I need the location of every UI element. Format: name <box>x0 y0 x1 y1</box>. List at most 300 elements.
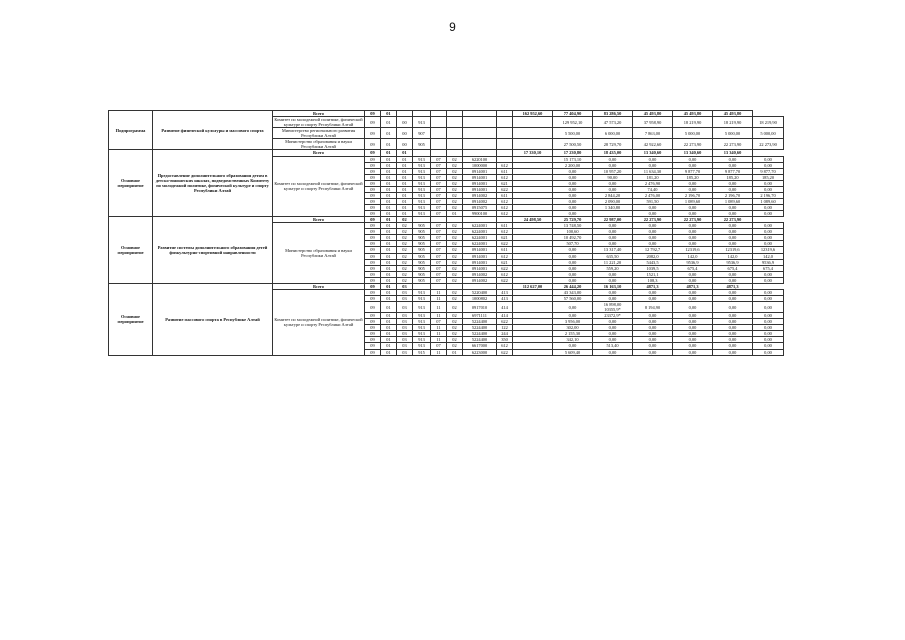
section-type-label: Основное мероприятие <box>109 217 153 284</box>
table-cell: 1 340,80 <box>593 205 633 211</box>
table-cell: 6224001 <box>463 223 497 229</box>
table-cell: 57 560,00 <box>553 295 593 301</box>
table-cell: 01 <box>381 223 397 229</box>
table-cell: 01 <box>397 205 413 211</box>
section-type-label: Подпрограмма <box>109 111 153 150</box>
table-cell: 12 792,7 <box>633 247 673 253</box>
table-cell: 09 <box>365 302 381 313</box>
table-cell: 622 <box>497 241 513 247</box>
table-cell: 513,40 <box>593 343 633 349</box>
table-cell: 0,00 <box>593 180 633 186</box>
table-cell: 0,00 <box>713 186 753 192</box>
table-cell: 0,00 <box>713 223 753 229</box>
table-cell: 09 <box>365 331 381 337</box>
table-cell: 02 <box>397 259 413 265</box>
table-cell: 0,00 <box>593 325 633 331</box>
total-cell: 4871,3 <box>633 283 673 289</box>
total-cell: 01 <box>381 150 397 156</box>
table-cell: 621 <box>497 180 513 186</box>
table-cell: 01 <box>381 343 397 349</box>
table-cell: 01 <box>381 192 397 198</box>
table-cell: 02 <box>447 247 463 253</box>
table-cell: 0,00 <box>753 271 784 277</box>
table-cell: 07 <box>431 265 447 271</box>
table-cell: 913 <box>413 302 431 313</box>
table-cell: 03 <box>397 343 413 349</box>
table-cell: 2 844,20 <box>593 192 633 198</box>
table-cell: 09 <box>365 156 381 162</box>
table-cell: 185,20 <box>673 174 713 180</box>
table-cell: 905 <box>413 265 431 271</box>
table-cell: 2 476,90 <box>633 180 673 186</box>
table-cell: 0,00 <box>553 186 593 192</box>
table-cell: 0,00 <box>673 241 713 247</box>
table-cell <box>497 128 513 139</box>
table-cell: 09 <box>365 313 381 319</box>
table-cell: 02 <box>397 265 413 271</box>
table-cell: 611 <box>497 247 513 253</box>
table-cell: 913 <box>413 295 431 301</box>
table-cell: 342,10 <box>553 337 593 343</box>
table-cell: 350 <box>497 337 513 343</box>
table-cell: 07 <box>431 223 447 229</box>
table-cell: 0,00 <box>673 205 713 211</box>
total-cell: 01 <box>381 111 397 117</box>
table-cell: 09 <box>365 174 381 180</box>
table-cell: 108,3 <box>633 277 673 283</box>
table-cell: 5 500,00 <box>553 128 593 139</box>
table-cell: 0,00 <box>753 289 784 295</box>
table-cell: 27 500,50 <box>553 139 593 150</box>
table-cell: 0914001 <box>463 247 497 253</box>
table-cell: 09 <box>365 319 381 325</box>
total-label: Всего <box>273 217 365 223</box>
table-cell: 0,00 <box>633 319 673 325</box>
table-cell: 01 <box>447 211 463 217</box>
table-cell: 0,00 <box>593 186 633 192</box>
table-cell: 02 <box>447 271 463 277</box>
total-cell: 17 230,80 <box>553 150 593 156</box>
table-cell: 02 <box>447 319 463 325</box>
total-cell: 162 952,60 <box>513 111 553 117</box>
table-cell: 0,00 <box>753 302 784 313</box>
table-cell: 6617000 <box>463 343 497 349</box>
table-cell <box>513 117 553 128</box>
table-cell: 03 <box>397 302 413 313</box>
table-cell: 02 <box>447 295 463 301</box>
table-cell: 02 <box>397 241 413 247</box>
table-cell: 905 <box>413 259 431 265</box>
table-cell: 01 <box>381 235 397 241</box>
table-cell: 0,00 <box>553 180 593 186</box>
table-cell: 414 <box>497 313 513 319</box>
table-cell: 09 <box>365 295 381 301</box>
table-cell: 01 <box>381 156 397 162</box>
table-cell: 0,00 <box>673 180 713 186</box>
table-cell: 13 317,40 <box>593 247 633 253</box>
table-cell: 5220400 <box>463 289 497 295</box>
table-cell: 3 956,00 <box>553 319 593 325</box>
section-type-label: Основное мероприятие <box>109 150 153 217</box>
table-cell: 9 877,70 <box>713 168 753 174</box>
total-cell: 09 <box>365 217 381 223</box>
table-cell: 6 000,00 <box>593 128 633 139</box>
table-cell: 42 922,60 <box>633 139 673 150</box>
table-cell: 0,00 <box>753 156 784 162</box>
table-cell: 0,00 <box>553 277 593 283</box>
table-cell: 01 <box>397 180 413 186</box>
table-cell: 01 <box>381 229 397 235</box>
table-cell: 0,00 <box>713 205 753 211</box>
table-cell: 185,20 <box>753 174 784 180</box>
table-cell: 0,00 <box>673 349 713 355</box>
table-cell: 07 <box>431 186 447 192</box>
table-cell <box>431 117 447 128</box>
executor-cell: Министерство регионального развития Республики Алтай <box>273 128 365 139</box>
table-cell: 0,00 <box>713 331 753 337</box>
table-cell: 913 <box>413 319 431 325</box>
total-cell: 4871,3 <box>713 283 753 289</box>
table-cell: 02 <box>447 186 463 192</box>
table-cell: 913 <box>413 162 431 168</box>
table-cell: 913 <box>413 313 431 319</box>
table-cell: 0914001 <box>463 174 497 180</box>
total-cell: 24 498,50 <box>513 217 553 223</box>
table-cell: 0914002 <box>463 271 497 277</box>
table-cell: 0,00 <box>673 277 713 283</box>
table-cell: 18 219,90 <box>673 117 713 128</box>
table-cell: 03 <box>397 289 413 295</box>
table-cell: 13 748,50 <box>553 223 593 229</box>
table-cell: 0,00 <box>753 337 784 343</box>
table-cell: 0,00 <box>633 211 673 217</box>
table-cell: 01 <box>381 295 397 301</box>
table-cell: 02 <box>447 205 463 211</box>
table-cell: 0,00 <box>713 211 753 217</box>
section-name: Развитие массового спорта в Республике Алтай <box>153 283 273 355</box>
table-cell: 0,00 <box>553 313 593 319</box>
table-cell: 0,00 <box>593 349 633 355</box>
table-cell: 0,00 <box>553 343 593 349</box>
table-cell: 0,00 <box>673 313 713 319</box>
table-cell: 0,00 <box>673 289 713 295</box>
table-cell: 913 <box>413 198 431 204</box>
table-cell: 0,00 <box>633 235 673 241</box>
table-cell: 0,00 <box>713 325 753 331</box>
table-cell: 9536,9 <box>713 259 753 265</box>
table-cell: 913 <box>413 325 431 331</box>
table-cell: 01 <box>381 265 397 271</box>
table-cell: 01 <box>381 128 397 139</box>
table-cell: 09 <box>365 349 381 355</box>
table-cell: 0,00 <box>753 180 784 186</box>
table-cell: 07 <box>431 211 447 217</box>
table-cell: 0,00 <box>673 331 713 337</box>
table-cell: 07 <box>431 319 447 325</box>
table-cell: 09 <box>365 205 381 211</box>
table-cell: 905 <box>413 271 431 277</box>
table-cell: 0,00 <box>753 162 784 168</box>
table-cell: 0,00 <box>633 337 673 343</box>
table-cell: 01 <box>397 174 413 180</box>
total-cell: 83 286,50 <box>593 111 633 117</box>
table-cell <box>447 117 463 128</box>
table-cell: 612 <box>497 162 513 168</box>
table-cell: 5224400 <box>463 325 497 331</box>
table-cell: 9900100 <box>463 211 497 217</box>
total-cell: 13 340,60 <box>673 150 713 156</box>
table-cell: 01 <box>381 168 397 174</box>
table-cell: 913 <box>413 156 431 162</box>
table-cell: 0,00 <box>593 289 633 295</box>
table-cell: 07 <box>431 259 447 265</box>
total-cell: 18 435,00 <box>593 150 633 156</box>
total-cell: 02 <box>397 217 413 223</box>
table-cell: 5224400 <box>463 337 497 343</box>
table-cell: 913 <box>413 289 431 295</box>
table-cell: 07 <box>431 162 447 168</box>
table-cell <box>463 117 497 128</box>
table-cell <box>497 139 513 150</box>
table-cell: 9 877,70 <box>673 168 713 174</box>
table-cell: 01 <box>381 162 397 168</box>
table-cell: 622 <box>497 319 513 325</box>
table-cell: 11 <box>431 295 447 301</box>
table-cell: 5 609,40 <box>553 349 593 355</box>
table-cell: 0,00 <box>753 349 784 355</box>
table-cell: 11 <box>431 302 447 313</box>
table-cell: 612 <box>497 211 513 217</box>
table-cell: 0,00 <box>753 223 784 229</box>
total-cell: 13 340,60 <box>713 150 753 156</box>
table-cell: 0914001 <box>463 265 497 271</box>
table-cell: 07 <box>431 205 447 211</box>
total-cell: 09 <box>365 150 381 156</box>
table-cell: 02 <box>397 253 413 259</box>
table-cell: 02 <box>397 247 413 253</box>
table-cell: 0,00 <box>673 162 713 168</box>
table-cell: 43 343,00 <box>553 289 593 295</box>
table-cell: 0,00 <box>593 156 633 162</box>
table-cell: 0,00 <box>633 289 673 295</box>
table-cell: 01 <box>447 349 463 355</box>
table-cell: 02 <box>447 198 463 204</box>
table-cell: 0,00 <box>633 331 673 337</box>
table-cell: 02 <box>447 180 463 186</box>
table-cell: 0,00 <box>713 271 753 277</box>
table-cell: 0,00 <box>553 205 593 211</box>
table-cell: 0,00 <box>633 156 673 162</box>
table-cell: 2082,0 <box>633 253 673 259</box>
total-cell: 09 <box>365 111 381 117</box>
table-cell: 03 <box>397 325 413 331</box>
table-cell: 0,00 <box>713 337 753 343</box>
table-cell: 0,00 <box>753 205 784 211</box>
table-cell: 0,00 <box>553 192 593 198</box>
table-cell: 03 <box>397 337 413 343</box>
table-cell: 0,00 <box>633 295 673 301</box>
table-cell: 09 <box>365 259 381 265</box>
table-cell: 01 <box>381 117 397 128</box>
table-cell: 02 <box>447 331 463 337</box>
section-name: Развитие физической культуры и массового спорта <box>153 111 273 150</box>
table-cell <box>513 128 553 139</box>
table-cell: 02 <box>447 265 463 271</box>
table-cell: 915 <box>413 349 431 355</box>
table-cell: 07 <box>431 277 447 283</box>
total-cell: 13 340,60 <box>633 150 673 156</box>
table-cell: 0,00 <box>673 295 713 301</box>
table-cell: 02 <box>447 343 463 349</box>
table-cell: 07 <box>431 156 447 162</box>
table-cell: 0915075 <box>463 205 497 211</box>
table-cell: 09 <box>365 343 381 349</box>
table-cell: 0,00 <box>633 343 673 349</box>
table-cell: 09 <box>365 117 381 128</box>
table-cell: 47 573,20 <box>593 117 633 128</box>
table-cell: 02 <box>397 277 413 283</box>
table-cell: 09 <box>365 247 381 253</box>
table-cell: 0,00 <box>753 277 784 283</box>
table-cell: 129 952,10 <box>553 117 593 128</box>
table-cell: 1 089,60 <box>673 198 713 204</box>
table-cell: 01 <box>381 325 397 331</box>
table-cell: 0,00 <box>713 343 753 349</box>
table-cell: 03 <box>397 313 413 319</box>
table-cell: 9536,9 <box>753 259 784 265</box>
total-cell: 01 <box>381 283 397 289</box>
table-cell: 01 <box>381 186 397 192</box>
table-cell: 01 <box>381 174 397 180</box>
table-cell: 09 <box>365 198 381 204</box>
table-cell: 01 <box>381 289 397 295</box>
table-cell: 02 <box>397 223 413 229</box>
total-cell: 16 163,10 <box>593 283 633 289</box>
table-cell: 0,00 <box>633 223 673 229</box>
table-cell: 0914001 <box>463 180 497 186</box>
table-cell: 9 877,70 <box>753 168 784 174</box>
table-cell: 00 <box>397 117 413 128</box>
table-cell: 0,00 <box>673 235 713 241</box>
table-cell: 12319,6 <box>713 247 753 253</box>
table-cell: 913 <box>413 117 431 128</box>
table-cell: 913 <box>413 186 431 192</box>
table-cell: 0,00 <box>673 211 713 217</box>
table-cell: 09 <box>365 325 381 331</box>
table-cell: 10 957,20 <box>593 168 633 174</box>
table-cell: 5224400 <box>463 319 497 325</box>
table-cell: 913 <box>413 337 431 343</box>
table-cell: 02 <box>447 229 463 235</box>
table-cell: 07 <box>431 180 447 186</box>
table-cell: 11 <box>431 349 447 355</box>
table-cell: 01 <box>397 192 413 198</box>
table-cell: 22 273,90 <box>753 139 784 150</box>
table-cell: 07 <box>431 271 447 277</box>
table-cell: 0,00 <box>633 241 673 247</box>
table-cell: 01 <box>381 241 397 247</box>
table-cell: 01 <box>381 271 397 277</box>
table-cell: 0,00 <box>673 319 713 325</box>
table-cell: 0,00 <box>753 331 784 337</box>
table-cell: 905 <box>413 139 431 150</box>
table-cell: 0,00 <box>753 229 784 235</box>
table-cell: 1000802 <box>463 295 497 301</box>
table-cell: 16 898,00 10355,9* <box>593 302 633 313</box>
table-cell: 5443,5 <box>633 259 673 265</box>
table-cell: 612 <box>497 271 513 277</box>
table-cell: 0914002 <box>463 192 497 198</box>
table-cell: 02 <box>447 337 463 343</box>
table-cell: 0,00 <box>553 174 593 180</box>
table-cell: 0914001 <box>463 186 497 192</box>
table-cell: 02 <box>447 277 463 283</box>
table-cell: 02 <box>447 223 463 229</box>
total-cell: 03 <box>397 283 413 289</box>
table-cell: 02 <box>447 174 463 180</box>
table-cell: 1039,5 <box>633 265 673 271</box>
table-cell <box>513 349 553 355</box>
total-cell: 22 987,00 <box>593 217 633 223</box>
table-cell: 0,00 <box>593 271 633 277</box>
table-cell: 00 <box>397 139 413 150</box>
table-cell: 10 492,70 <box>553 235 593 241</box>
table-cell: 02 <box>447 235 463 241</box>
table-cell: 1 089,60 <box>753 198 784 204</box>
table-cell: 11 <box>431 313 447 319</box>
table-cell: 0,00 <box>713 349 753 355</box>
table-cell: 185,20 <box>713 174 753 180</box>
total-cell: 25 729,70 <box>553 217 593 223</box>
table-cell: 01 <box>381 319 397 325</box>
table-cell: 9536,9 <box>673 259 713 265</box>
table-cell: 1 089,60 <box>713 198 753 204</box>
table-cell: 621 <box>497 259 513 265</box>
table-cell: 11 <box>431 325 447 331</box>
total-cell: 22 273,90 <box>673 217 713 223</box>
table-cell: 01 <box>381 180 397 186</box>
table-cell: 6971111 <box>463 313 497 319</box>
table-cell: 905 <box>413 223 431 229</box>
table-cell: 612 <box>497 174 513 180</box>
table-cell: 09 <box>365 211 381 217</box>
total-cell: 45 493,80 <box>673 111 713 117</box>
table-cell: 0,00 <box>593 337 633 343</box>
table-cell: 12319,6 <box>673 247 713 253</box>
table-cell: 0,00 <box>673 271 713 277</box>
table-cell: 612 <box>497 229 513 235</box>
table-cell: 907 <box>413 128 431 139</box>
table-cell: 675,4 <box>713 265 753 271</box>
table-cell: 0,00 <box>713 235 753 241</box>
table-cell <box>463 128 497 139</box>
table-cell: 622 <box>497 349 513 355</box>
table-cell: 07 <box>431 235 447 241</box>
table-cell <box>513 139 553 150</box>
table-cell: 675,4 <box>673 265 713 271</box>
table-cell: 07 <box>431 241 447 247</box>
table-cell: 01 <box>381 211 397 217</box>
table-cell: 0,00 <box>593 162 633 168</box>
table-cell: 0,00 <box>753 211 784 217</box>
table-cell: 0,00 <box>553 247 593 253</box>
table-cell: 11 221,20 <box>593 259 633 265</box>
table-cell: 02 <box>447 156 463 162</box>
table-cell: 8 194,90 <box>633 302 673 313</box>
table-cell: 905 <box>413 253 431 259</box>
table-cell: 07 <box>431 247 447 253</box>
table-cell: 01 <box>381 247 397 253</box>
